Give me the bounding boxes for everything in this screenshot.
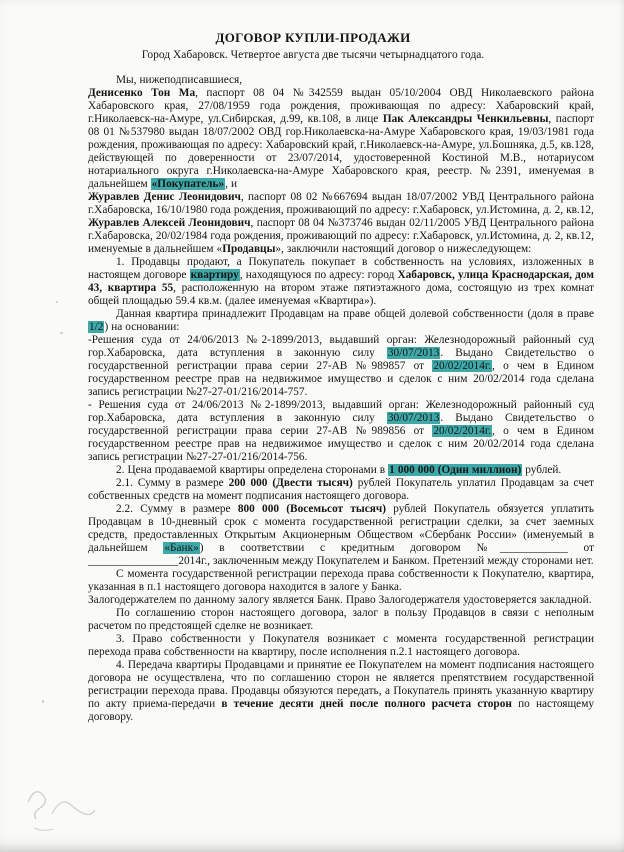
text-run: , и: [225, 178, 238, 190]
scan-speck: [42, 700, 44, 703]
paragraph: [88, 464, 594, 477]
bold-text: Денисенко Тон Ма: [88, 87, 196, 99]
paragraph: [88, 308, 594, 334]
text-run: , паспорт 08 04 №373746 выдан 02/11/2005 УВД Центрального района г.Хабаровска, 20/02/1984 года рождения, проживающий по адресу: г.Хабаровск, ул.Истомина, д. 2, кв.12, именуемые в дальнейшем «: [88, 217, 594, 255]
document-body: [88, 74, 594, 724]
text-run: Данная квартира принадлежит Продавцам на праве общей долевой собственности (доля в праве: [116, 308, 594, 320]
highlighted-text: 1/2: [89, 321, 104, 333]
text-run: -Решения суда от 24/06/2013 №2-1899/2013, выдавший орган: Железнодорожный районный суд гор.Хабаровска, дата вступления в законную силу: [88, 334, 594, 359]
paragraph: [88, 659, 594, 724]
paragraph: [88, 399, 594, 464]
highlighted-text: 20/02/2014г.: [433, 425, 492, 437]
document-dateline: Город Хабаровск. Четвертое августа две тысячи четырнадцатого года.: [141, 49, 485, 61]
pencil-stroke: [34, 828, 54, 830]
bold-text: 800 000 (Восемьсот тысяч): [237, 503, 387, 515]
text-run: 2.1. Сумму в размере: [116, 477, 229, 489]
paragraph: [88, 568, 594, 594]
text-run: , о чем в Едином государственном реестре прав на недвижимое имущество и сделок с ним 20/02/2014 года сделана запись регистрации №27-27-01/216/2014-757.: [88, 360, 594, 398]
highlighted-text: 30/07/2013: [387, 347, 440, 359]
document-content: [88, 30, 594, 724]
text-run: Мы, нижеподписавшиеся,: [116, 74, 243, 86]
text-run: , паспорт 08 01 №537980 выдан 18/07/2002 ОВД гор.Николаевска-на-Амуре Хабаровского края, 19/03/1981 года рождения, проживающая по адресу: Хабаровский край, г.Николаевск-на-Амуре, ул.Бошняка, д.5, кв.128, действующей по доверенности от 23/07/2014, удостоверенной Костиной М.В., нотариусом нотариального округа г.Николаевска-на-Амуре Хабаровского края, реестр. №2391, именуемая в дальнейшем: [88, 113, 594, 190]
highlighted-text: 30/07/2013: [387, 412, 440, 424]
bold-text: Продавцы: [222, 243, 276, 255]
text-run: . Выдано Свидетельство о государственной регистрации права серии 27-АВ №989856 от: [88, 412, 594, 437]
bold-text: Хабаровск, улица Краснодарская, дом 43, квартира 55: [88, 269, 594, 294]
text-run: », заключили настоящий договор о нижеследующем:: [275, 243, 532, 255]
pencil-scribble: [20, 772, 110, 842]
text-run: - Решения суда от 24/06/2013 №2-1899/2013, выдавший орган: Железнодорожный районный суд гор.Хабаровска, дата вступления в законную силу: [88, 399, 594, 424]
text-run: 4. Передача квартиры Продавцами и принятие ее Покупателем на момент подписания настоящего договора не осуществлена, что по соглашению сторон не является препятствием государственной регистрации перехода права. Продавцы обязуются передать, а Покупатель принять указанную квартиру по акту приема-передачи: [88, 659, 594, 710]
paragraph: [88, 256, 594, 308]
text-run: , находящуюся по адресу: город: [239, 269, 398, 281]
text-run: , расположенную на втором этаже пятиэтажного дома, состоящую из трех комнат общей площадью 59.4 кв.м. (далее именуемая «Квартира»).: [88, 282, 594, 307]
paragraph: [88, 334, 594, 399]
document-title: ДОГОВОР КУПЛИ-ПРОДАЖИ: [215, 30, 411, 45]
text-run: ) на основании:: [104, 321, 180, 333]
text-run: 2. Цена продаваемой квартиры определена сторонами в: [116, 464, 389, 476]
text-run: 2.2. Сумму в размере: [116, 503, 238, 515]
paragraph: [88, 633, 594, 659]
pencil-stroke: [52, 802, 95, 815]
text-run: рублей Покупатель обязуется уплатить Продавцам в 10-дневный срок с момента государственной регистрации сделки, за счет заемных средств, предоставленных Открытым Акционерным Обществом «Сбербанк России» (именуемый в дальнейшем: [88, 503, 594, 554]
paragraph: [88, 217, 594, 256]
text-run: Залогодержателем по данному залогу является Банк. Право Залогодержателя удостоверяется закладной.: [88, 594, 592, 606]
highlighted-text: квартиру: [190, 269, 239, 281]
paragraph: [88, 503, 594, 568]
highlighted-text: 20/02/2014г.: [433, 360, 492, 372]
highlighted-text: «Покупатель»: [151, 178, 225, 190]
paragraph: [88, 191, 594, 217]
text-run: рублей Покупатель уплатил Продавцам за счет собственных средств на момент подписания настоящего договора.: [88, 477, 594, 502]
text-run: С момента государственной регистрации перехода права собственности к Покупателю, квартира, указанная в п.1 настоящего договора находится в залоге у Банка.: [88, 568, 594, 593]
bold-text: в течение десяти дней после полного расчета сторон: [221, 698, 512, 710]
bold-text: 200 000 (Двести тысяч): [228, 477, 353, 489]
highlighted-text: «Банк»: [164, 542, 199, 554]
paragraph: [88, 594, 594, 607]
text-run: . Выдано Свидетельство о государственной регистрации права серии 27-АВ №989857 от: [88, 347, 594, 372]
bold-text: Журавлев Денис Леонидович: [88, 191, 241, 203]
text-run: ) в соответствии с кредитным договором №____________ от ________________2014г., заключенным между Покупателем и Банком. Претензий между сторонами нет.: [88, 542, 594, 567]
text-run: по настоящему договору.: [88, 698, 594, 723]
paragraph: [88, 87, 594, 191]
text-run: рублей.: [522, 464, 562, 476]
text-run: 3. Право собственности у Покупателя возникает с момента государственной регистрации перехода права собственности на квартиру, после исполнения п.2.1 настоящего договора.: [88, 633, 594, 658]
text-run: , паспорт 08 02 №667694 выдан 18/07/2002 УВД Центрального района г.Хабаровска, 16/10/1980 года рождения, проживающий по адресу: г.Хабаровск, ул.Истомина, д. 2, кв.12,: [88, 191, 594, 216]
text-run: По соглашению сторон настоящего договора, залог в пользу Продавцов в связи с неполным расчетом по предстоящей сделке не возникает.: [88, 607, 594, 632]
pencil-stroke: [28, 792, 45, 819]
text-run: , о чем в Едином государственном реестре прав на недвижимое имущество и сделок с ним 20/02/2014 года сделана запись регистрации №27-27-01/216/2014-756.: [88, 425, 594, 463]
bold-text: Пак Александры Ченкильевны: [382, 113, 549, 125]
bold-text: Журавлев Алексей Леонидович: [88, 217, 251, 229]
scan-speck: [60, 332, 63, 334]
text-run: 1. Продавцы продают, а Покупатель покупает в собственность на условиях, изложенных в настоящем договоре: [88, 256, 594, 281]
paragraph: [88, 477, 594, 503]
text-run: , паспорт 08 04 №342559 выдан 05/10/2004 ОВД Николаевского района Хабаровского края, 27/08/1959 года рождения, проживающая по адресу: Хабаровский край, г.Николаевск-на-Амуре, ул.Сибирская, д.99, кв.108, в лице: [88, 87, 594, 125]
scan-speck: [56, 301, 58, 303]
paragraph: [88, 607, 594, 633]
highlighted-text: 1 000 000 (Один миллион): [389, 464, 522, 476]
paragraph: [88, 74, 594, 87]
